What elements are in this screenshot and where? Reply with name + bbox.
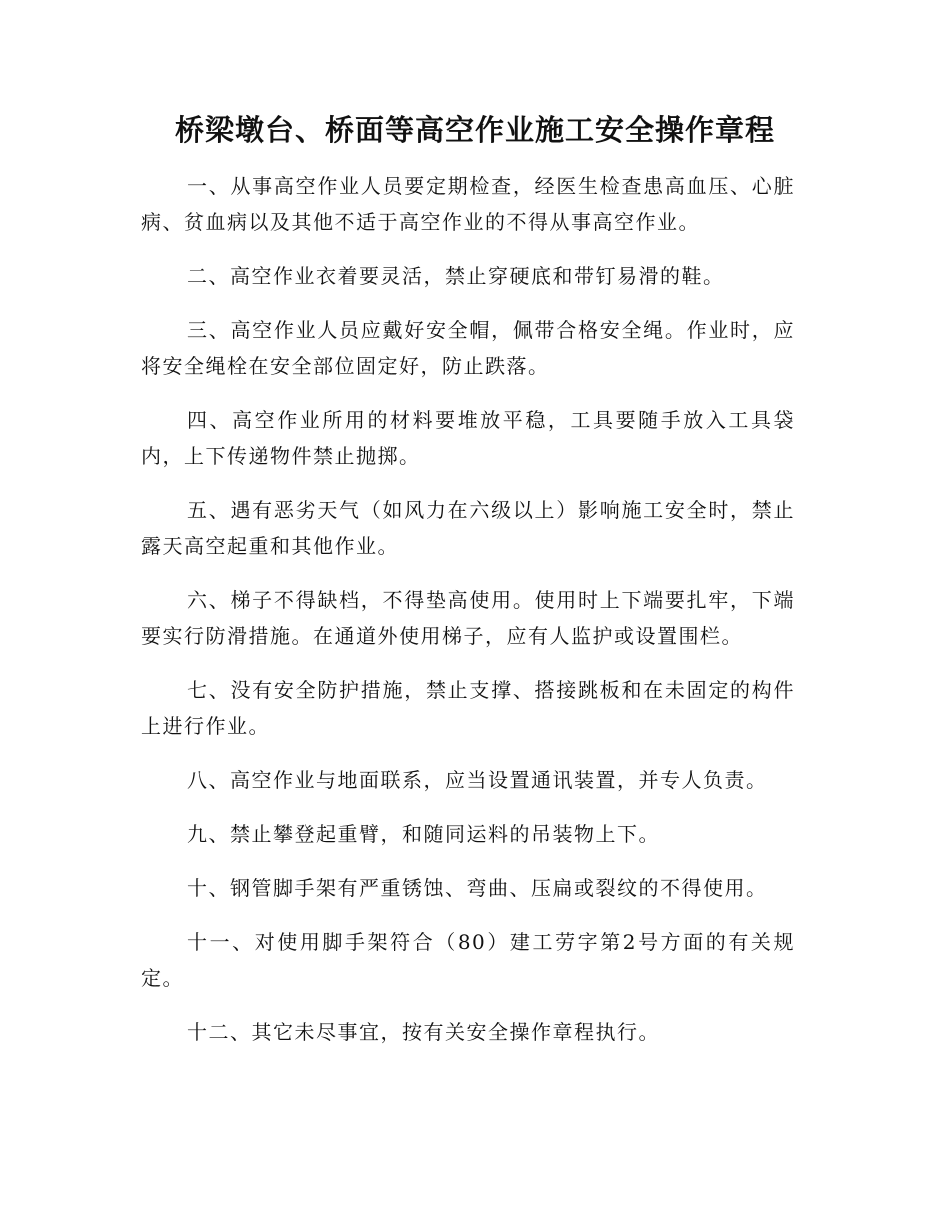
rule-paragraph-9: 九、禁止攀登起重臂，和随同运料的吊装物上下。 (187, 822, 660, 846)
rule-paragraph-1: 一、从事高空作业人员要定期检查，经医生检查患高血压、心脏病、贫血病以及其他不适于高空作业的不得从事高空作业。 (141, 174, 795, 234)
document-body (141, 168, 795, 1068)
rule-paragraph-8: 八、高空作业与地面联系，应当设置通讯装置，并专人负责。 (187, 768, 768, 792)
rule-paragraph-2: 二、高空作业衣着要灵活，禁止穿硬底和带钉易滑的鞋。 (187, 264, 725, 288)
rule-paragraph-11: 十一、对使用脚手架符合（80）建工劳字第2号方面的有关规定。 (141, 930, 795, 990)
document-title: 桥梁墩台、桥面等高空作业施工安全操作章程 (174, 113, 775, 147)
rule-paragraph-6: 六、梯子不得缺档，不得垫高使用。使用时上下端要扎牢，下端要实行防滑措施。在通道外使用梯子，应有人监护或设置围栏。 (141, 588, 795, 648)
rule-paragraph-4: 四、高空作业所用的材料要堆放平稳，工具要随手放入工具袋内，上下传递物件禁止抛掷。 (141, 408, 795, 468)
rule-paragraph-12: 十二、其它未尽事宜，按有关安全操作章程执行。 (187, 1020, 660, 1044)
rule-paragraph-3: 三、高空作业人员应戴好安全帽，佩带合格安全绳。作业时，应将安全绳栓在安全部位固定好，防止跌落。 (141, 318, 795, 378)
rule-paragraph-5: 五、遇有恶劣天气（如风力在六级以上）影响施工安全时，禁止露天高空起重和其他作业。 (141, 498, 795, 558)
rule-paragraph-10: 十、钢管脚手架有严重锈蚀、弯曲、压扁或裂纹的不得使用。 (187, 876, 768, 900)
rule-paragraph-7: 七、没有安全防护措施，禁止支撑、搭接跳板和在未固定的构件上进行作业。 (141, 678, 795, 738)
